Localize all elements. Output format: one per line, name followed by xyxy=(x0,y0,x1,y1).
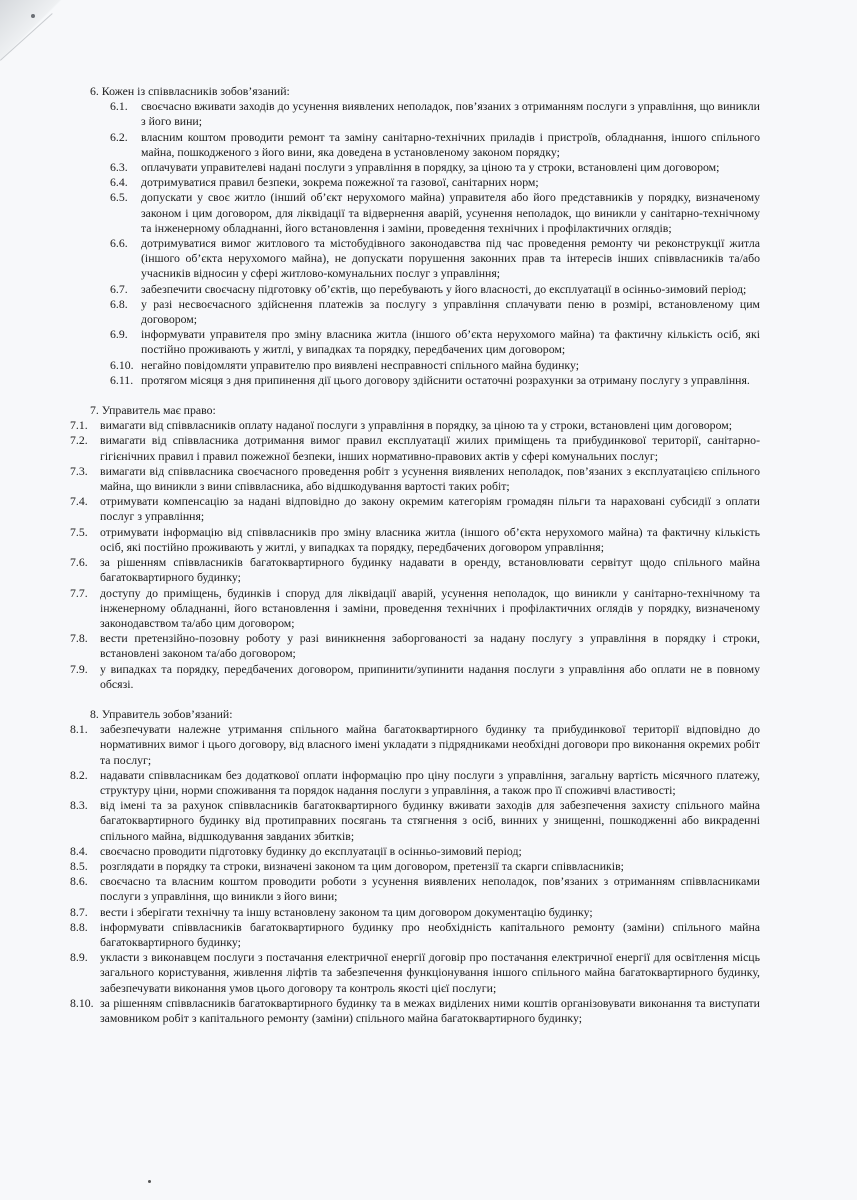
clause-number: 6.8. xyxy=(110,296,128,311)
clause-number: 7.7. xyxy=(70,585,88,600)
clause-number: 8.9. xyxy=(70,950,88,965)
clause-number: 6.9. xyxy=(110,327,128,342)
scan-speck xyxy=(148,1180,151,1183)
clause-text: своєчасно вживати заходів до усунення виявлених неполадок, пов’язаних з отриманням послуги з управління, що виникли з його вини; xyxy=(141,99,760,129)
clause-number: 7.5. xyxy=(70,524,88,539)
clause-number: 6.4. xyxy=(110,175,128,190)
clause-text: інформувати співвласників багатоквартирного будинку про необхідність капітального ремонту (заміни) спільного майна багатоквартирного будинку; xyxy=(100,919,760,949)
clause-number: 7.3. xyxy=(70,463,88,478)
clause-text: вимагати від співвласників оплату наданої послуги з управління в порядку, за ціною та у строки, встановлені цим договором; xyxy=(100,418,732,433)
clause-number: 7.4. xyxy=(70,494,88,509)
clause-text: інформувати управителя про зміну власника житла (іншого об’єкта нерухомого майна) та фактичну кількість осіб, які постійно проживають у житлі, у випадках та порядку, передбачених цим договором; xyxy=(141,327,760,357)
document-body xyxy=(70,84,760,1026)
clause-6-4 xyxy=(110,175,760,190)
clause-text: дотримуватися правил безпеки, зокрема пожежної та газової, санітарних норм; xyxy=(141,175,539,190)
clause-text: отримувати компенсацію за надані відповідно до закону окремим категоріям громадян пільги та нараховані субсидії з оплати послуг з управління; xyxy=(100,494,760,524)
clause-number: 6.6. xyxy=(110,236,128,251)
clause-number: 6.5. xyxy=(110,190,128,205)
clause-7-7 xyxy=(70,586,760,632)
clause-number: 6.11. xyxy=(110,372,134,387)
clause-8-5 xyxy=(70,859,760,874)
clause-number: 8.2. xyxy=(70,767,88,782)
clause-6-7 xyxy=(110,282,760,297)
clause-6-10 xyxy=(110,358,760,373)
clause-text: оплачувати управителеві надані послуги з управління в порядку, за ціною та у строки, встановлені цим договором; xyxy=(141,160,720,175)
clause-text: вимагати від співвласника дотримання вимог правил експлуатації жилих приміщень та прибудинкової території, санітарно-гігієнічних правил і правил пожежної безпеки, інших нормативно-правових актів у сфері комунальних послуг; xyxy=(100,433,760,463)
clause-number: 6.3. xyxy=(110,160,128,175)
clause-6-11 xyxy=(110,373,760,388)
clause-8-3 xyxy=(70,798,760,844)
clause-8-2 xyxy=(70,768,760,798)
clause-number: 7.8. xyxy=(70,631,88,646)
clause-text: допускати у своє житло (інший об’єкт нерухомого майна) управителя або його представників у порядку, визначеному законом і цим договором, для ліквідації та відвернення аварій, усунення неполадок, що виникли у санітарно-технічному та інженерному обладнанні, його встановлення і заміни, проведення технічних і профілактичних оглядів; xyxy=(141,190,760,235)
clause-number: 8.4. xyxy=(70,843,88,858)
clause-6-1 xyxy=(110,99,760,129)
clause-number: 6.2. xyxy=(110,129,128,144)
clause-number: 8.10. xyxy=(70,995,94,1010)
clause-number: 8.7. xyxy=(70,904,88,919)
clause-number: 8.8. xyxy=(70,919,88,934)
section-7-list xyxy=(70,418,760,692)
section-8-title: 8. Управитель зобов’язаний: xyxy=(90,706,233,721)
clause-6-5 xyxy=(110,190,760,236)
clause-text: вести і зберігати технічну та іншу встановлену законом та цим договором документацію будинку; xyxy=(100,904,593,919)
clause-8-6 xyxy=(70,874,760,904)
clause-8-7 xyxy=(70,905,760,920)
clause-7-4 xyxy=(70,494,760,524)
clause-text: за рішенням співвласників багатоквартирного будинку надавати в оренду, встановлювати сервітут щодо спільного майна багатоквартирного будинку; xyxy=(100,555,760,585)
clause-text: розглядати в порядку та строки, визначені законом та цим договором, претензії та скарги співвласників; xyxy=(100,858,624,873)
spacer xyxy=(70,388,760,403)
clause-number: 8.6. xyxy=(70,874,88,889)
clause-number: 7.1. xyxy=(70,418,88,433)
clause-text: вести претензійно-позовну роботу у разі виникнення заборгованості за надану послугу з управління в порядку і строки, встановлені законом та/або договором; xyxy=(100,631,760,661)
clause-text: дотримуватися вимог житлового та містобудівного законодавства під час проведення ремонту чи реконструкції житла (іншого об’єкта нерухомого майна), не допускати порушення законних прав та інтересів інших співвласників та/або учасників відносин у сфері житлово-комунальних послуг з управління; xyxy=(141,236,760,281)
clause-text: за рішенням співвласників багатоквартирного будинку та в межах виділених ними коштів організовувати виконання та виступати замовником робіт з капітального ремонту (заміни) спільного майна багатоквартирного будинку; xyxy=(100,995,760,1025)
clause-8-10 xyxy=(70,996,760,1026)
clause-number: 8.1. xyxy=(70,722,88,737)
clause-text: своєчасно проводити підготовку будинку до експлуатації в осінньо-зимовий період; xyxy=(100,843,522,858)
clause-6-9 xyxy=(110,327,760,357)
clause-8-1 xyxy=(70,722,760,768)
clause-text: у разі несвоєчасного здійснення платежів за послугу з управління сплачувати пеню в розмірі, встановленому цим договором; xyxy=(141,296,760,327)
section-6-list xyxy=(110,99,760,388)
clause-8-4 xyxy=(70,844,760,859)
clause-text: своєчасно та власним коштом проводити роботи з усунення виявлених неполадок, пов’язаних з отриманням співвласниками послуги з управління, що виникли з його вини; xyxy=(100,874,760,904)
section-6-title: 6. Кожен із співвласників зобов’язаний: xyxy=(90,84,290,98)
clause-7-5 xyxy=(70,525,760,555)
clause-text: негайно повідомляти управителю про виявлені несправності спільного майна будинку; xyxy=(141,357,580,372)
clause-text: у випадках та порядку, передбачених договором, припинити/зупинити надання послуги з управління або оплати не в повному обсязі. xyxy=(100,661,760,691)
clause-number: 6.7. xyxy=(110,281,128,296)
clause-number: 6.1. xyxy=(110,99,128,114)
clause-text: доступу до приміщень, будинків і споруд для ліквідації аварій, усунення неполадок, що виникли у санітарно-технічному та інженерному обладнанні, його встановлення і заміни, проведення технічних і профілактичних оглядів у порядку, визначеному законодавством та/або цим договором; xyxy=(100,585,760,630)
clause-text: надавати співвласникам без додаткової оплати інформацію про ціну послуги з управління, загальну вартість місячного платежу, структуру ціни, норми споживання та порядок надання послуги з управління, а також про її споживчі властивості; xyxy=(100,767,760,797)
clause-number: 7.6. xyxy=(70,555,88,570)
clause-text: від імені та за рахунок співвласників багатоквартирного будинку вживати заходів для забезпечення захисту спільного майна багатоквартирного будинку від протиправних посягань та стягнення з осіб, винних у знищенні, пошкодженні або викраденні спільного майна, відшкодування завданих збитків; xyxy=(100,798,760,843)
clause-8-9 xyxy=(70,950,760,996)
clause-7-3 xyxy=(70,464,760,494)
spacer xyxy=(70,692,760,707)
section-7-title: 7. Управитель має право: xyxy=(90,403,216,418)
clause-7-1 xyxy=(70,418,760,433)
clause-number: 8.5. xyxy=(70,858,88,873)
clause-6-8 xyxy=(110,297,760,327)
clause-text: протягом місяця з дня припинення дії цього договору здійснити остаточні розрахунки за отриману послугу з управління. xyxy=(141,372,750,387)
scan-speck xyxy=(31,14,35,18)
clause-7-2 xyxy=(70,433,760,463)
clause-number: 7.9. xyxy=(70,661,88,676)
clause-text: укласти з виконавцем послуги з постачання електричної енергії договір про постачання електричної енергії для освітлення місць загального користування, живлення ліфтів та забезпечення функціонування іншого спільного майна багатоквартирного будинку, забезпечувати виконання умов цього договору та контроль якості цієї послуги; xyxy=(100,950,760,995)
clause-text: забезпечувати належне утримання спільного майна багатоквартирного будинку та прибудинкової території відповідно до нормативних вимог і цього договору, від власного імені укладати з підрядниками необхідні договори про виконання окремих робіт та послуг; xyxy=(100,722,760,767)
clause-8-8 xyxy=(70,920,760,950)
clause-text: отримувати інформацію від співвласників про зміну власника житла (іншого об’єкта нерухомого майна) та фактичну кількість осіб, які постійно проживають у житлі, у випадках та порядку, передбачених договором управління; xyxy=(100,524,760,554)
clause-7-6 xyxy=(70,555,760,585)
clause-7-8 xyxy=(70,631,760,661)
clause-number: 8.3. xyxy=(70,798,88,813)
clause-text: вимагати від співвласника своєчасного проведення робіт з усунення виявлених неполадок, пов’язаних з експлуатацією спільного майна, що виникли з вини співвласника, або відшкодування вартості таких робіт; xyxy=(100,463,760,494)
clause-6-2 xyxy=(110,130,760,160)
clause-7-9 xyxy=(70,662,760,692)
clause-text: забезпечити своєчасну підготовку об’єктів, що перебувають у його власності, до експлуатації в осінньо-зимовий період; xyxy=(141,281,747,296)
clause-text: власним коштом проводити ремонт та заміну санітарно-технічних приладів і пристроїв, обладнання, іншого спільного майна, пошкодженого з його вини, яка доведена в установленому законом порядку; xyxy=(141,129,760,159)
clause-number: 7.2. xyxy=(70,433,88,448)
clause-number: 6.10. xyxy=(110,357,134,372)
section-8-list xyxy=(70,722,760,1026)
clause-6-3 xyxy=(110,160,760,175)
clause-6-6 xyxy=(110,236,760,282)
